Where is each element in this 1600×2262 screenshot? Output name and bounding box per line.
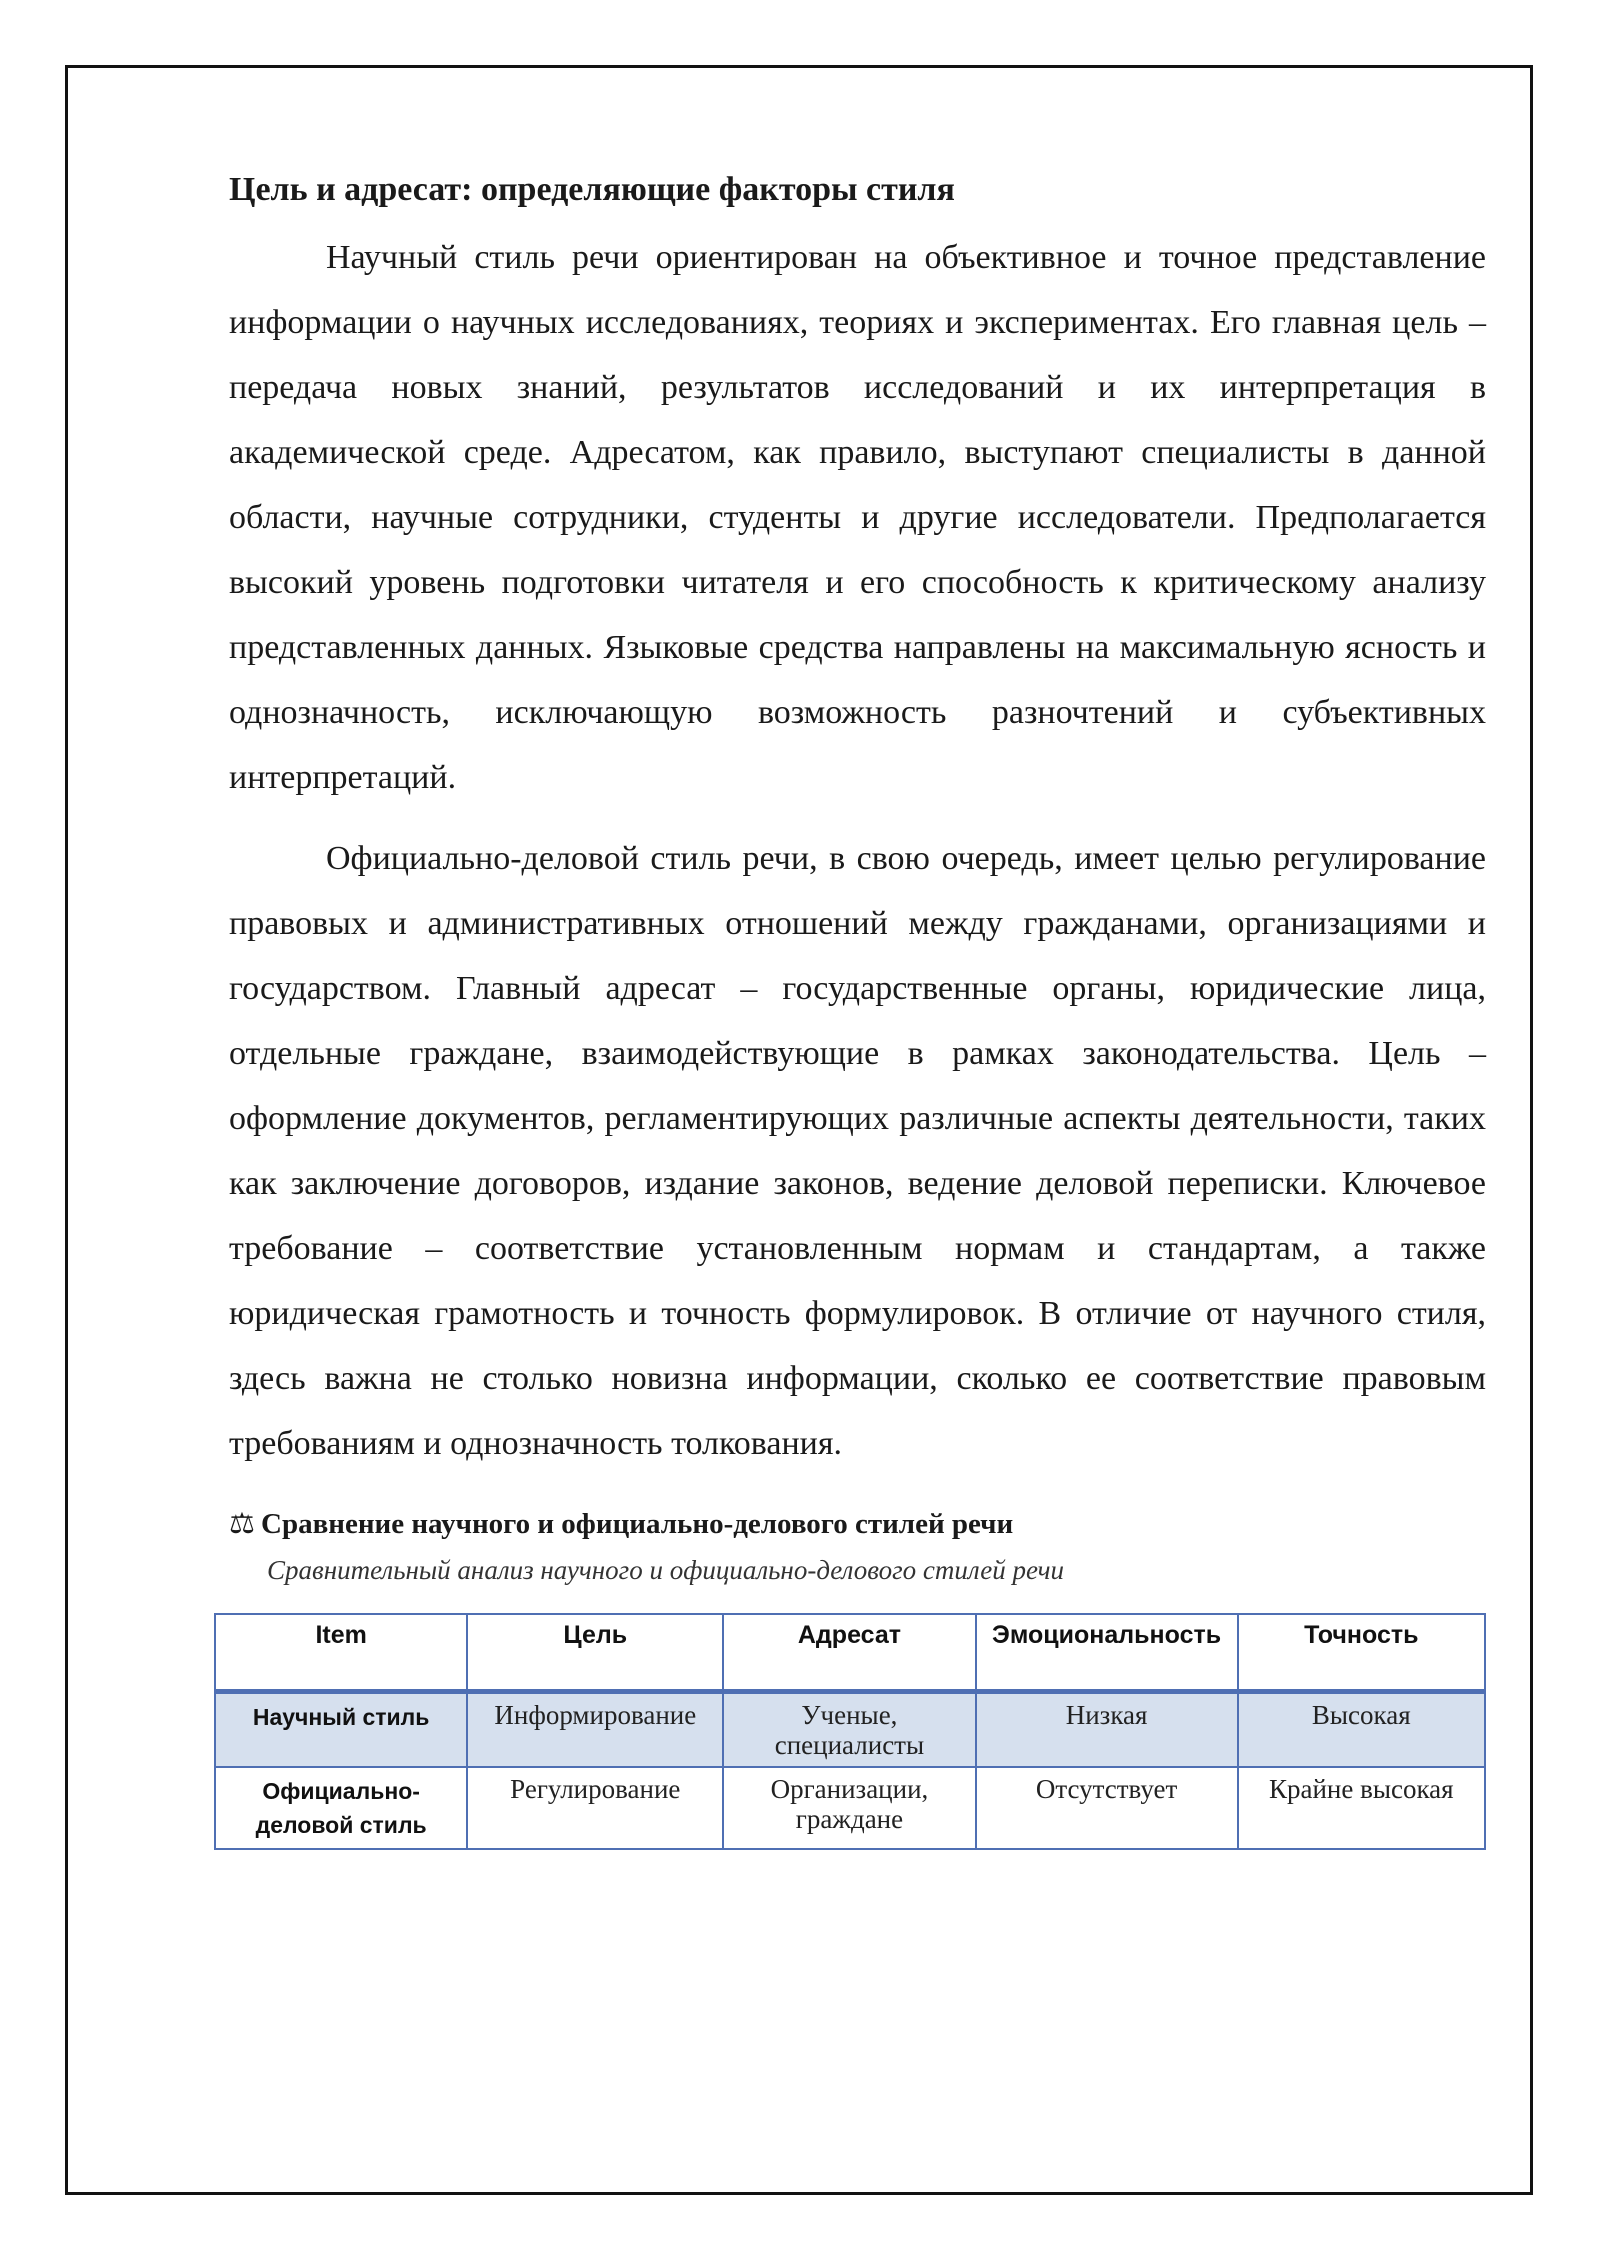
table-caption: Сравнительный анализ научного и официально-делового стилей речи	[267, 1555, 1065, 1586]
header-cell: Точность	[1238, 1614, 1485, 1692]
header-cell: Адресат	[723, 1614, 975, 1692]
paragraph-official-style: Официально-деловой стиль речи, в свою очередь, имеет целью регулирование правовых и административных отношений между гражданами, организациями и государством. Главный адресат – государственные органы, юридические лица, отдельные граждане, взаимодействующие в рамках законодательства. Цель – оформление документов, регламентирующих различные аспекты деятельности, таких как заключение договоров, издание законов, ведение деловой переписки. Ключевое требование – соответствие установленным нормам и стандартам, а также юридическая грамотность и точность формулировок. В отличие от научного стиля, здесь важна не столько новизна информации, сколько ее соответствие правовым требованиям и однозначность толкования.	[229, 839, 1486, 1462]
table-title-text: Сравнение научного и официально-делового стилей речи	[261, 1507, 1014, 1540]
header-cell: Эмоциональность	[976, 1614, 1238, 1692]
header-cell: Цель	[467, 1614, 723, 1692]
table-cell: Низкая	[976, 1691, 1238, 1767]
paragraph-scientific-style: Научный стиль речи ориентирован на объективное и точное представление информации о научных исследованиях, теориях и экспериментах. Его главная цель – передача новых знаний, результатов исследований и их интерпретация в академической среде. Адресатом, как правило, выступают специалисты в данной области, научные сотрудники, студенты и другие исследователи. Предполагается высокий уровень подготовки читателя и его способность к критическому анализу представленных данных. Языковые средства направлены на максимальную ясность и однозначность, исключающую возможность разночтений и субъективных интерпретаций.	[229, 238, 1486, 796]
table-cell: Информирование	[467, 1691, 723, 1767]
table-title	[229, 1506, 1486, 1544]
row-header-cell: Научный стиль	[215, 1691, 467, 1767]
document-body	[229, 170, 1486, 1850]
row-header-cell: Официально-деловой стиль	[215, 1767, 467, 1849]
table-cell: Высокая	[1238, 1691, 1485, 1767]
table-row	[215, 1767, 1485, 1849]
table-cell: Ученые, специалисты	[723, 1691, 975, 1767]
scales-icon: ⚖	[229, 1507, 255, 1540]
section-heading: Цель и адресат: определяющие факторы стиля	[229, 171, 955, 208]
table-row	[215, 1691, 1485, 1767]
table-header-row	[215, 1614, 1485, 1692]
comparison-table	[214, 1613, 1486, 1850]
table-cell: Крайне высокая	[1238, 1767, 1485, 1849]
table-cell: Регулирование	[467, 1767, 723, 1849]
table-cell: Отсутствует	[976, 1767, 1238, 1849]
table-cell: Организации, граждане	[723, 1767, 975, 1849]
header-cell: Item	[215, 1614, 467, 1692]
